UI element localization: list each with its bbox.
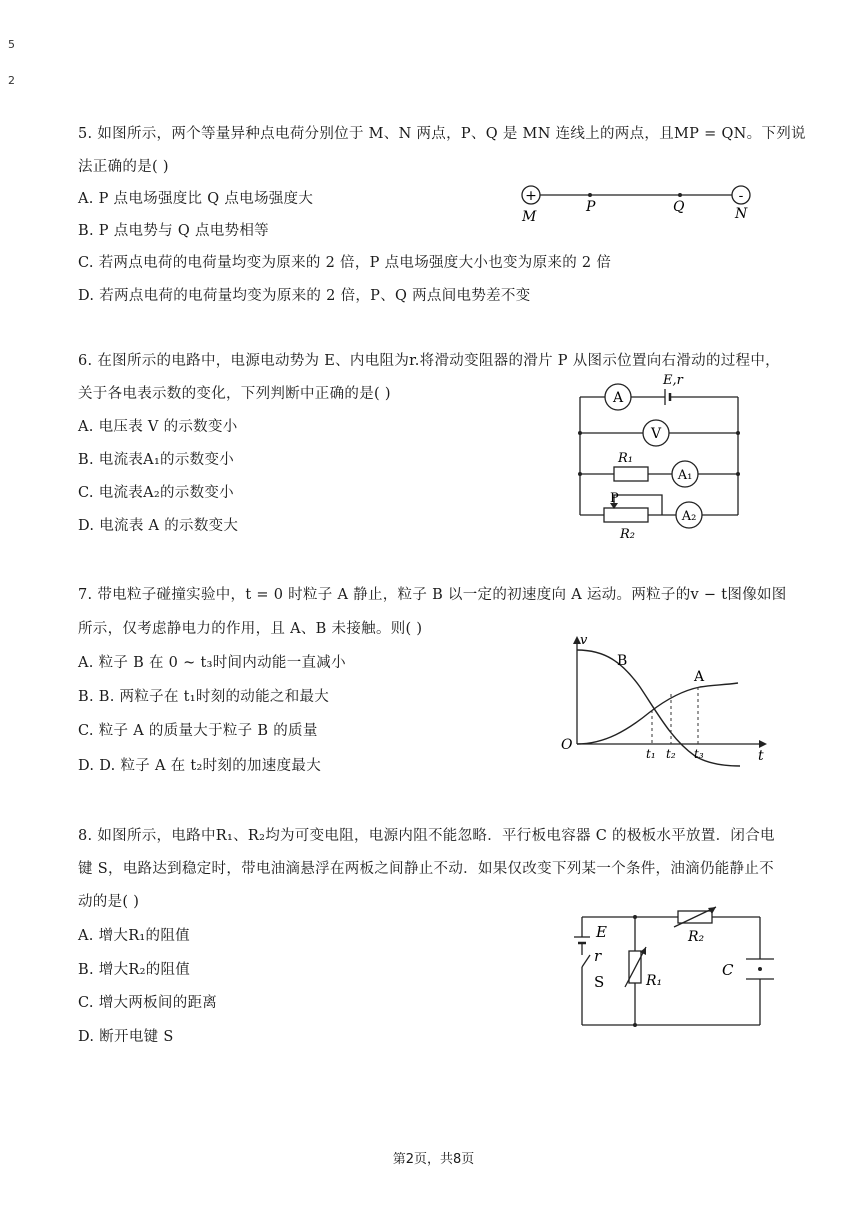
r1-label: R₁ [618,451,633,466]
x-axis-arrow-icon [759,740,767,748]
q8-stem-line2: 键 S，电路达到稳定时，带电油滴悬浮在两板之间静止不动．如果仅改变下列某一个条件，油滴仍能静止不 [78,861,774,877]
point-q-dot [678,193,682,197]
q5-stem-line1: 5. 如图所示，两个等量异种点电荷分别位于 M、N 两点，P、Q 是 MN 连线上的两点，且MP = QN。下列说 [78,126,806,142]
q6-stem-line1: 6. 在图所示的电路中，电源电动势为 E、内电阻为r.将滑动变阻器的滑片 P 从图示位置向右滑动的过程中， [78,353,780,369]
origin-label: O [561,737,573,753]
q8-option-a: A. 增大R₁的阻值 [78,928,190,944]
q7-option-c: C. 粒子 A 的质量大于粒子 B 的质量 [78,723,318,739]
axis-v-label: v [580,633,588,648]
label-p: P [586,199,596,215]
t3-label: t₃ [694,747,704,761]
q6-circuit-figure [570,370,750,545]
q8-option-b: B. 增大R₂的阻值 [78,962,191,978]
q6-option-d: D. 电流表 A 的示数变大 [78,518,239,534]
t2-label: t₂ [666,747,676,761]
q5-stem-line2: 法正确的是( ) [78,159,169,175]
plus-sign: + [525,188,537,204]
margin-mark: 5 [8,38,15,51]
curve-b-label: B [617,653,628,669]
q7-option-a: A. 粒子 B 在 0 ~ t₃时间内动能一直减小 [78,655,346,671]
q7-option-d: D. D. 粒子 A 在 t₂时刻的加速度最大 [78,758,321,774]
q7-stem-line2: 所示，仅考虑静电力的作用，且 A、B 未接触。则( ) [78,621,423,637]
ammeter-a1-label: A₁ [677,468,693,483]
q8-option-c: C. 增大两板间的距离 [78,995,218,1011]
q8-circuit-figure [570,905,770,1035]
label-q: Q [673,199,685,215]
label-r2: R₂ [688,929,705,945]
curve-b [577,650,740,766]
q8-stem-line1: 8. 如图所示，电路中R₁、R₂均为可变电阻，电源内阻不能忽略．平行板电容器 C 的极板水平放置．闭合电 [78,828,775,844]
oil-drop-icon [758,967,762,971]
label-n: N [735,206,748,222]
junction-bottom-dot [633,1023,637,1027]
label-r1: R₁ [646,973,663,989]
slider-p-label: P [610,491,619,506]
r2-label: R₂ [620,527,635,542]
ammeter-a2-label: A₂ [681,509,697,524]
t1-label: t₁ [646,747,656,761]
q5-option-c: C. 若两点电荷的电荷量均变为原来的 2 倍，P 点电场强度大小也变为原来的 2 倍 [78,255,612,271]
point-p-dot [588,193,592,197]
q5-option-d: D. 若两点电荷的电荷量均变为原来的 2 倍，P、Q 两点间电势差不变 [78,288,531,304]
q8-option-d: D. 断开电键 S [78,1029,174,1045]
voltmeter-label: V [650,426,662,442]
page-footer: 第2页，共8页 [392,1152,475,1167]
q7-stem-line1: 7. 带电粒子碰撞实验中，t = 0 时粒子 A 静止，粒子 B 以一定的初速度向 A 运动。两粒子的v − t图像如图 [78,587,787,603]
q6-option-c: C. 电流表A₂的示数变小 [78,485,234,501]
label-c: C [722,961,734,979]
label-e: E [596,923,607,941]
label-m: M [522,209,537,225]
q6-option-a: A. 电压表 V 的示数变小 [78,419,238,435]
q7-vt-graph [560,632,775,767]
junction-top-dot [633,915,637,919]
q5-charge-figure [510,178,760,228]
q6-stem-line2: 关于各电表示数的变化，下列判断中正确的是( ) [78,386,391,402]
minus-sign: - [738,188,744,204]
q7-option-b: B. B. 两粒子在 t₁时刻的动能之和最大 [78,689,330,705]
battery-label: E,r [663,373,683,388]
ammeter-a-label: A [612,390,624,406]
q8-stem-line3: 动的是( ) [78,894,140,910]
label-s: S [594,973,605,991]
label-r: r [594,947,602,965]
q6-option-b: B. 电流表A₁的示数变小 [78,452,235,468]
margin-mark: 2 [8,74,15,87]
q5-option-a: A. P 点电场强度比 Q 点电场强度大 [78,191,314,207]
axis-t-label: t [758,748,764,764]
curve-a-label: A [694,669,705,685]
q5-option-b: B. P 点电势与 Q 点电势相等 [78,223,269,239]
